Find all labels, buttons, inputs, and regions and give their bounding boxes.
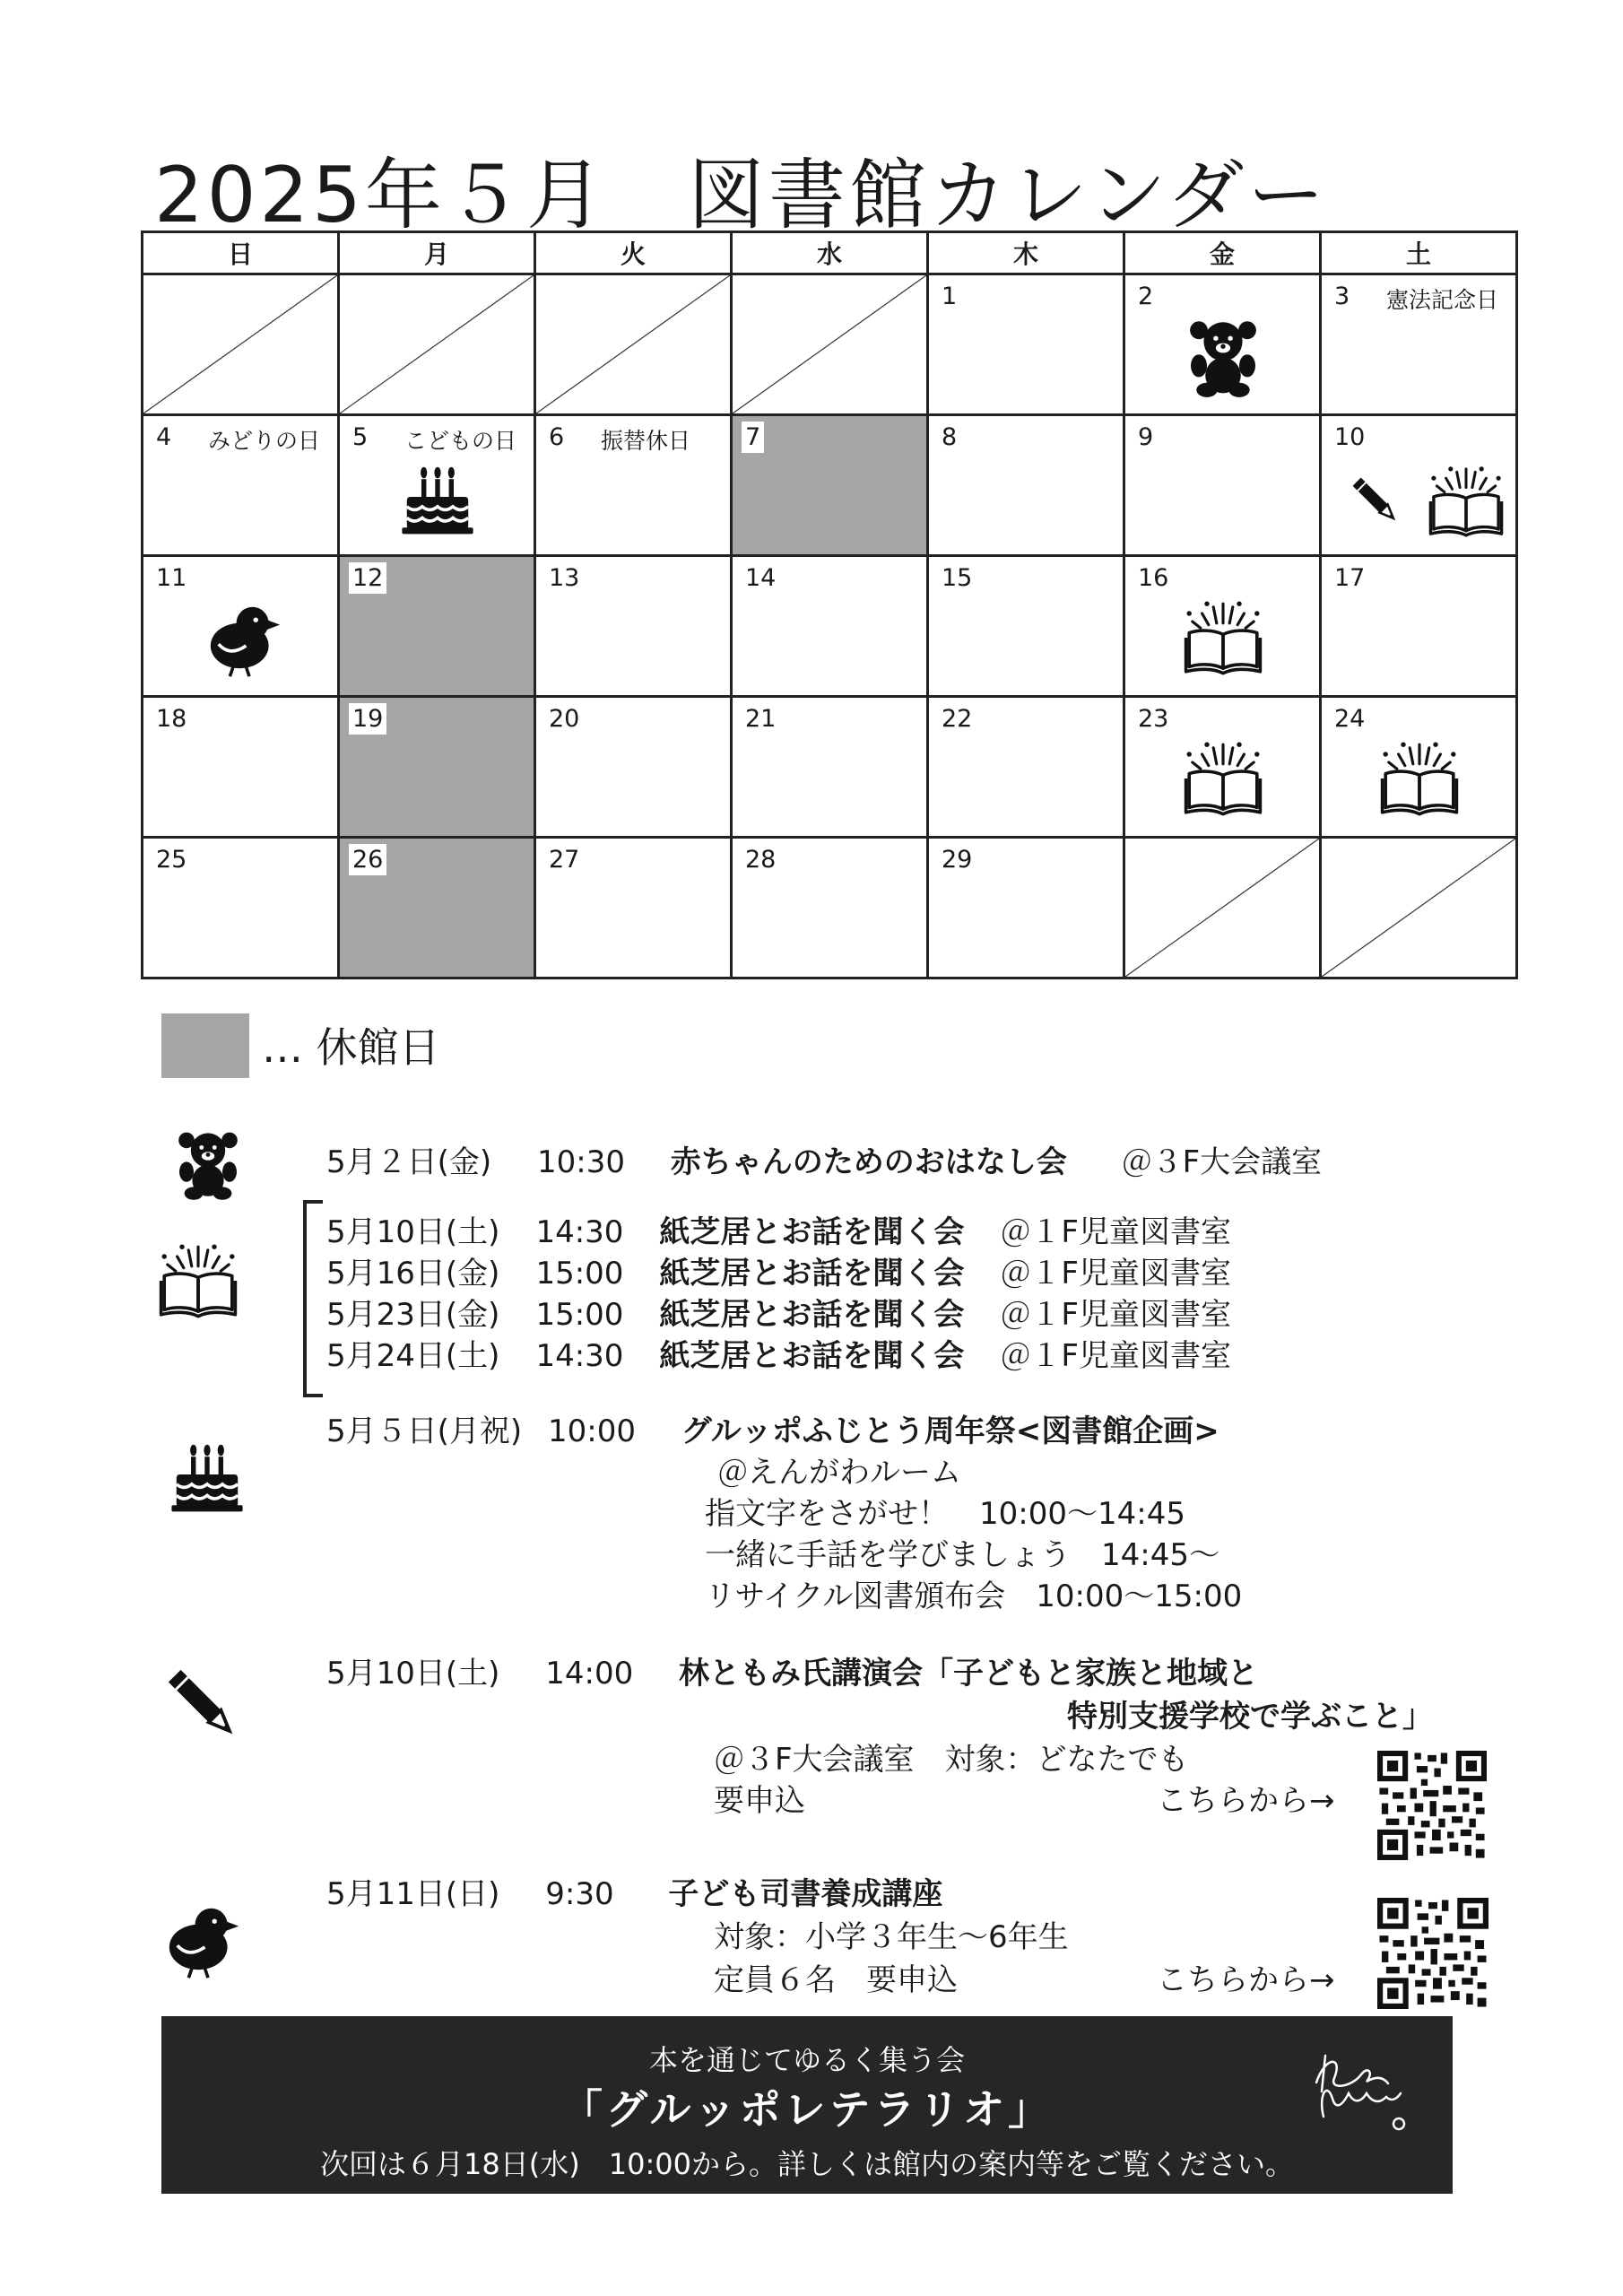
event-time: 10:00 bbox=[547, 1413, 636, 1449]
calendar-day bbox=[339, 415, 535, 556]
event-group-bracket bbox=[303, 1200, 323, 1397]
calendar-day bbox=[1124, 274, 1321, 415]
day-number: 7 bbox=[742, 422, 764, 453]
pencil-icon bbox=[1347, 472, 1404, 529]
event-kamishibai-row bbox=[326, 1248, 1231, 1292]
event-time: 10:30 bbox=[536, 1144, 625, 1180]
event-date: 5月23日(金) bbox=[326, 1297, 500, 1333]
day-number: 8 bbox=[942, 423, 958, 451]
calendar-day bbox=[928, 838, 1124, 978]
holiday-label: 振替休日 bbox=[601, 428, 691, 454]
event-title: 紙芝居とお話を聞く会 bbox=[659, 1338, 965, 1374]
day-number: 3 bbox=[1334, 283, 1350, 310]
event-place: ＠１F児童図書室 bbox=[1000, 1297, 1231, 1333]
apply-link[interactable]: こちらから→ bbox=[1157, 1962, 1335, 1998]
calendar-day bbox=[1321, 556, 1517, 697]
holiday-label: みどりの日 bbox=[208, 428, 321, 454]
calendar-day bbox=[732, 556, 928, 697]
title-name: 図書館カレンダー bbox=[687, 151, 1329, 240]
day-number: 11 bbox=[156, 564, 187, 592]
event-title: 紙芝居とお話を聞く会 bbox=[659, 1214, 965, 1250]
calendar-day bbox=[1124, 556, 1321, 697]
weekday-header: 火 bbox=[535, 232, 732, 274]
calendar-day bbox=[143, 415, 339, 556]
weekday-header-row bbox=[143, 232, 1517, 274]
event-title: 紙芝居とお話を聞く会 bbox=[659, 1256, 965, 1292]
event-time: 15:00 bbox=[535, 1256, 624, 1292]
open-book-icon bbox=[158, 1239, 239, 1322]
event-place: ＠１F児童図書室 bbox=[1000, 1338, 1231, 1374]
calendar-day bbox=[1321, 697, 1517, 838]
calendar-day-closed bbox=[339, 838, 535, 978]
day-number: 6 bbox=[549, 423, 565, 451]
calendar-day bbox=[535, 556, 732, 697]
calendar-body bbox=[143, 274, 1517, 978]
calendar-day-empty bbox=[339, 274, 535, 415]
calendar-day-closed bbox=[339, 556, 535, 697]
calendar-day bbox=[143, 556, 339, 697]
title-year-month: 2025年５月 bbox=[154, 151, 607, 240]
day-number: 19 bbox=[349, 703, 386, 735]
event-time: 14:00 bbox=[545, 1656, 634, 1692]
event-date: 5月10日(土) bbox=[326, 1214, 500, 1250]
teddy-bear-icon bbox=[1183, 311, 1263, 401]
event-time: 9:30 bbox=[545, 1876, 614, 1912]
calendar-day-empty bbox=[732, 274, 928, 415]
day-number: 16 bbox=[1138, 564, 1169, 592]
calendar-day bbox=[732, 838, 928, 978]
empty-day-slash bbox=[1322, 839, 1515, 977]
event-lecture-row bbox=[326, 1648, 1258, 1692]
empty-day-slash bbox=[733, 275, 926, 413]
holiday-label: こどもの日 bbox=[404, 428, 517, 454]
event-title: 林ともみ氏講演会「子どもと家族と地域と bbox=[679, 1656, 1259, 1692]
calendar-day bbox=[535, 838, 732, 978]
day-number: 14 bbox=[745, 564, 777, 592]
event-place: ＠１F児童図書室 bbox=[1000, 1256, 1231, 1292]
banner-next-session: 次回は６月18日(水) 10:00から。詳しくは館内の案内等をご覧ください。 bbox=[320, 2147, 1294, 2181]
calendar-day bbox=[143, 838, 339, 978]
event-anniversary-row bbox=[326, 1406, 1219, 1450]
day-number: 13 bbox=[549, 564, 580, 592]
open-book-icon bbox=[1428, 463, 1505, 540]
banner-group-name: 「グルッポレテラリオ」 bbox=[560, 2085, 1054, 2134]
event-program-item: 指文字をさがせ！ 10:00～14:45 bbox=[705, 1496, 1185, 1532]
event-time: 14:30 bbox=[535, 1338, 624, 1374]
event-time: 14:30 bbox=[535, 1214, 624, 1250]
day-number: 9 bbox=[1138, 423, 1154, 451]
day-number: 21 bbox=[745, 705, 777, 733]
day-number: 24 bbox=[1334, 705, 1366, 733]
day-number: 2 bbox=[1138, 283, 1154, 310]
legend-closed-swatch bbox=[161, 1013, 249, 1078]
calendar-day-empty bbox=[535, 274, 732, 415]
event-title: 紙芝居とお話を聞く会 bbox=[659, 1297, 965, 1333]
calendar-week-row bbox=[143, 556, 1517, 697]
holiday-label: 憲法記念日 bbox=[1386, 287, 1499, 313]
event-title: 子ども司書養成講座 bbox=[668, 1876, 943, 1912]
calendar-day bbox=[732, 697, 928, 838]
calendar-day bbox=[928, 415, 1124, 556]
calendar-week-row bbox=[143, 274, 1517, 415]
event-time: 15:00 bbox=[535, 1297, 624, 1333]
group-banner bbox=[161, 2016, 1453, 2194]
event-title: グルッポふじとう周年祭<図書館企画> bbox=[681, 1413, 1219, 1449]
open-book-icon bbox=[1379, 734, 1460, 823]
event-place: ＠３F大会議室 bbox=[1121, 1144, 1323, 1180]
open-book-icon bbox=[1183, 734, 1263, 823]
event-librarian-row bbox=[326, 1869, 942, 1913]
banner-tagline: 本を通じてゆるく集う会 bbox=[648, 2043, 965, 2077]
empty-day-slash bbox=[143, 275, 337, 413]
calendar-day bbox=[928, 274, 1124, 415]
event-date: 5月11日(日) bbox=[326, 1876, 500, 1912]
day-number: 15 bbox=[942, 564, 973, 592]
event-program-item: リサイクル図書頒布会 10:00～15:00 bbox=[705, 1578, 1243, 1614]
calendar-day bbox=[143, 697, 339, 838]
event-program-item: 一緒に手話を学びましょう 14:45～ bbox=[705, 1537, 1219, 1573]
birthday-cake-icon bbox=[167, 1431, 247, 1518]
day-number: 5 bbox=[352, 423, 369, 451]
event-kamishibai-row bbox=[326, 1331, 1231, 1375]
day-number: 1 bbox=[942, 283, 958, 310]
chick-icon bbox=[201, 593, 282, 683]
teddy-bear-icon bbox=[172, 1123, 244, 1204]
weekday-header: 木 bbox=[928, 232, 1124, 274]
calendar-week-row bbox=[143, 838, 1517, 978]
event-title: 赤ちゃんのためのおはなし会 bbox=[670, 1144, 1067, 1180]
event-apply-note: 要申込 bbox=[714, 1783, 805, 1819]
event-date: 5月２日(金) bbox=[326, 1144, 492, 1180]
apply-link[interactable]: こちらから→ bbox=[1157, 1783, 1335, 1819]
chick-icon bbox=[160, 1898, 240, 1980]
event-date: 5月10日(土) bbox=[326, 1656, 500, 1692]
weekday-header: 金 bbox=[1124, 232, 1321, 274]
event-place: ＠えんがわルーム bbox=[717, 1455, 961, 1491]
weekday-header: 水 bbox=[732, 232, 928, 274]
day-number: 20 bbox=[549, 705, 580, 733]
event-kamishibai-row bbox=[326, 1207, 1231, 1251]
calendar-week-row bbox=[143, 697, 1517, 838]
calendar-day bbox=[535, 697, 732, 838]
open-book-icon bbox=[1183, 593, 1263, 683]
day-number: 29 bbox=[942, 846, 973, 874]
legend-closed-label: … 休館日 bbox=[262, 1023, 440, 1072]
calendar-week-row bbox=[143, 415, 1517, 556]
event-capacity: 定員６名 要申込 bbox=[714, 1962, 958, 1998]
empty-day-slash bbox=[536, 275, 730, 413]
event-target: 対象：小学３年生～6年生 bbox=[714, 1919, 1069, 1955]
day-number: 17 bbox=[1334, 564, 1366, 592]
calendar-day-empty bbox=[143, 274, 339, 415]
event-place: ＠１F児童図書室 bbox=[1000, 1214, 1231, 1250]
gruppo-letterario-logo bbox=[1298, 2047, 1415, 2145]
event-place-target: ＠３F大会議室 対象：どなたでも bbox=[714, 1742, 1189, 1778]
weekday-header: 日 bbox=[143, 232, 339, 274]
qr-code-librarian[interactable] bbox=[1377, 1898, 1488, 2009]
day-number: 26 bbox=[349, 844, 386, 875]
event-title-continued: 特別支援学校で学ぶこと」 bbox=[1067, 1699, 1433, 1735]
calendar-day bbox=[1321, 415, 1517, 556]
event-baby-row bbox=[326, 1137, 1322, 1181]
calendar-day bbox=[1124, 415, 1321, 556]
day-number: 28 bbox=[745, 846, 777, 874]
day-number: 12 bbox=[349, 562, 386, 594]
event-date: 5月16日(金) bbox=[326, 1256, 500, 1292]
birthday-cake-icon bbox=[397, 452, 478, 542]
empty-day-slash bbox=[1125, 839, 1319, 977]
day-number: 23 bbox=[1138, 705, 1169, 733]
calendar-day-empty bbox=[1124, 838, 1321, 978]
calendar-day bbox=[928, 697, 1124, 838]
calendar-day-empty bbox=[1321, 838, 1517, 978]
event-kamishibai-row bbox=[326, 1290, 1231, 1334]
calendar-table bbox=[141, 230, 1518, 979]
qr-code-lecture[interactable] bbox=[1377, 1751, 1487, 1860]
page-title bbox=[154, 133, 1328, 244]
calendar-day bbox=[928, 556, 1124, 697]
calendar-day bbox=[535, 415, 732, 556]
weekday-header: 月 bbox=[339, 232, 535, 274]
empty-day-slash bbox=[340, 275, 534, 413]
calendar-day bbox=[1321, 274, 1517, 415]
day-number: 18 bbox=[156, 705, 187, 733]
day-number: 4 bbox=[156, 423, 172, 451]
day-number: 10 bbox=[1334, 423, 1366, 451]
day-number: 22 bbox=[942, 705, 973, 733]
calendar-day bbox=[1124, 697, 1321, 838]
calendar-day-closed bbox=[339, 697, 535, 838]
weekday-header: 土 bbox=[1321, 232, 1517, 274]
day-number: 25 bbox=[156, 846, 187, 874]
day-number: 27 bbox=[549, 846, 580, 874]
event-date: 5月５日(月祝) bbox=[326, 1413, 523, 1449]
pencil-icon bbox=[160, 1661, 246, 1747]
event-date: 5月24日(土) bbox=[326, 1338, 500, 1374]
calendar-day-closed bbox=[732, 415, 928, 556]
